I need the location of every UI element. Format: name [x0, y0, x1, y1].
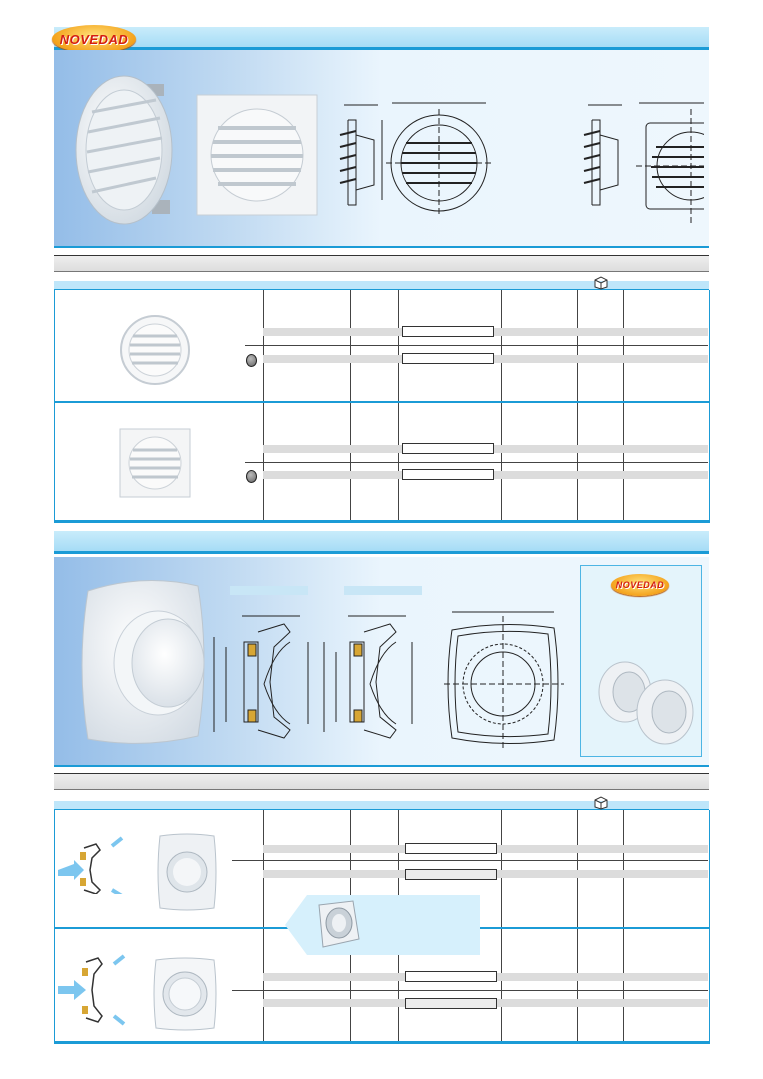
round-diffusers-photo	[591, 654, 696, 749]
square-vent-grille-photo	[196, 94, 318, 216]
code-box	[405, 843, 497, 854]
section2-header-bar	[54, 531, 709, 554]
round-vent-grille-photo	[72, 72, 182, 232]
round-grille-thumbnail	[119, 314, 191, 386]
square-diffuser-thumbnail	[156, 832, 218, 912]
section1-header-bar	[54, 27, 709, 50]
novedad-badge-inset	[611, 574, 669, 596]
code-box	[402, 353, 494, 364]
accessory-callout	[285, 895, 480, 955]
gray-color-swatch	[246, 354, 257, 367]
section1-table-header	[54, 281, 709, 290]
gray-color-swatch	[246, 470, 257, 483]
code-box	[402, 443, 494, 454]
square-diffuser-photo	[68, 571, 218, 751]
code-box	[402, 326, 494, 337]
code-box	[405, 998, 497, 1009]
package-box-icon	[593, 276, 609, 290]
section2-title-bar	[54, 773, 709, 790]
section1-product-banner	[54, 50, 709, 248]
square-grille-thumbnail	[119, 428, 191, 498]
technical-drawings-diffusers	[204, 602, 634, 752]
diffuser-airflow-diagram-supply	[56, 950, 126, 1030]
section1-title-bar	[54, 255, 709, 272]
section2-table-header	[54, 801, 709, 810]
novedad-badge-text: NOVEDAD	[59, 31, 129, 47]
novedad-inset-panel	[580, 565, 702, 757]
package-box-icon	[593, 796, 609, 810]
novedad-badge-text: NOVEDAD	[615, 580, 665, 590]
code-box	[402, 469, 494, 480]
technical-drawings-grilles	[334, 95, 704, 235]
code-box	[405, 869, 497, 880]
novedad-badge-top	[52, 25, 136, 53]
square-diffuser-thumbnail-alt	[152, 956, 218, 1032]
code-box	[405, 971, 497, 982]
diffuser-airflow-diagram-exhaust	[56, 834, 126, 894]
